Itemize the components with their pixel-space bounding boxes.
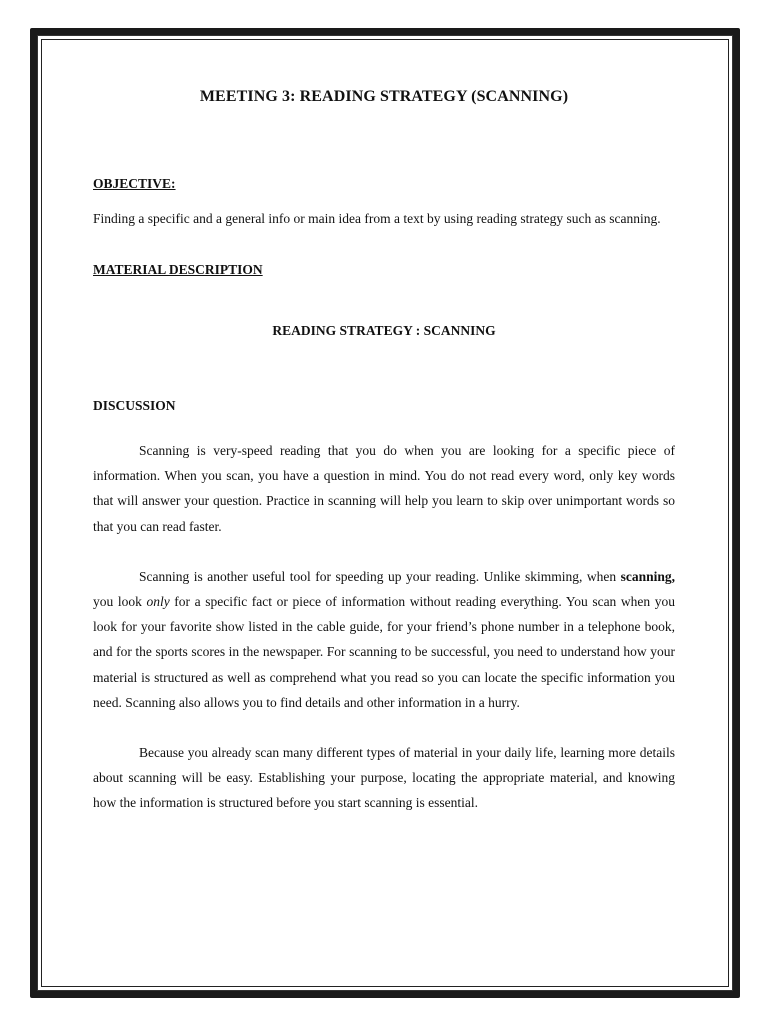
spacer: [93, 227, 675, 262]
spacer: [93, 278, 675, 323]
spacer: [93, 339, 675, 398]
paragraph-2-bold-word: scanning,: [620, 568, 675, 584]
spacer: [93, 414, 675, 438]
paragraph-3: Because you already scan many different types of material in your daily life, learning more details about scanning will be easy. Establishing your purpose, locating the appropriate material, and knowing how the information is structured before you start scanning is essential.: [93, 745, 675, 811]
paragraph-1: Scanning is very-speed reading that you do when you are looking for a specific piece of information. When you scan, you have a question in mind. You do not read every word, only key words that will answer your question. Practice in scanning will help you learn to skip over unimportant words so that you can read faster.: [93, 443, 675, 534]
document-body: [93, 88, 675, 816]
spacer: [93, 715, 675, 740]
material-description-heading: MATERIAL DESCRIPTION: [93, 262, 263, 277]
spacer: [93, 106, 675, 176]
page-title: MEETING 3: READING STRATEGY (SCANNING): [199, 88, 569, 105]
section-title: READING STRATEGY : SCANNING: [272, 323, 496, 338]
paragraph-2-italic-word: only: [146, 594, 170, 610]
discussion-heading: DISCUSSION: [93, 398, 176, 413]
paragraph-2-part-1: Scanning is another useful tool for speeding up your reading. Unlike skimming, when: [139, 568, 621, 584]
paragraph-2: [93, 564, 675, 715]
spacer: [93, 539, 675, 564]
objective-text: Finding a specific and a general info or main idea from a text by using reading strategy such as scanning.: [93, 211, 661, 226]
paragraph-2-part-2: you look: [93, 594, 147, 610]
paragraph-2-part-3: for a specific fact or piece of information without reading everything. You scan when you look for your favorite show listed in the cable guide, for your friend’s phone number in a telephone book, and for the sports scores in the newspaper. For scanning to be successful, you need to understand how your material is structured as well as comprehend what you read so you can locate the specific information you need. Scanning also allows you to find details and other information in a hurry.: [93, 594, 675, 710]
spacer: [93, 192, 675, 210]
objective-heading: OBJECTIVE:: [93, 176, 176, 191]
